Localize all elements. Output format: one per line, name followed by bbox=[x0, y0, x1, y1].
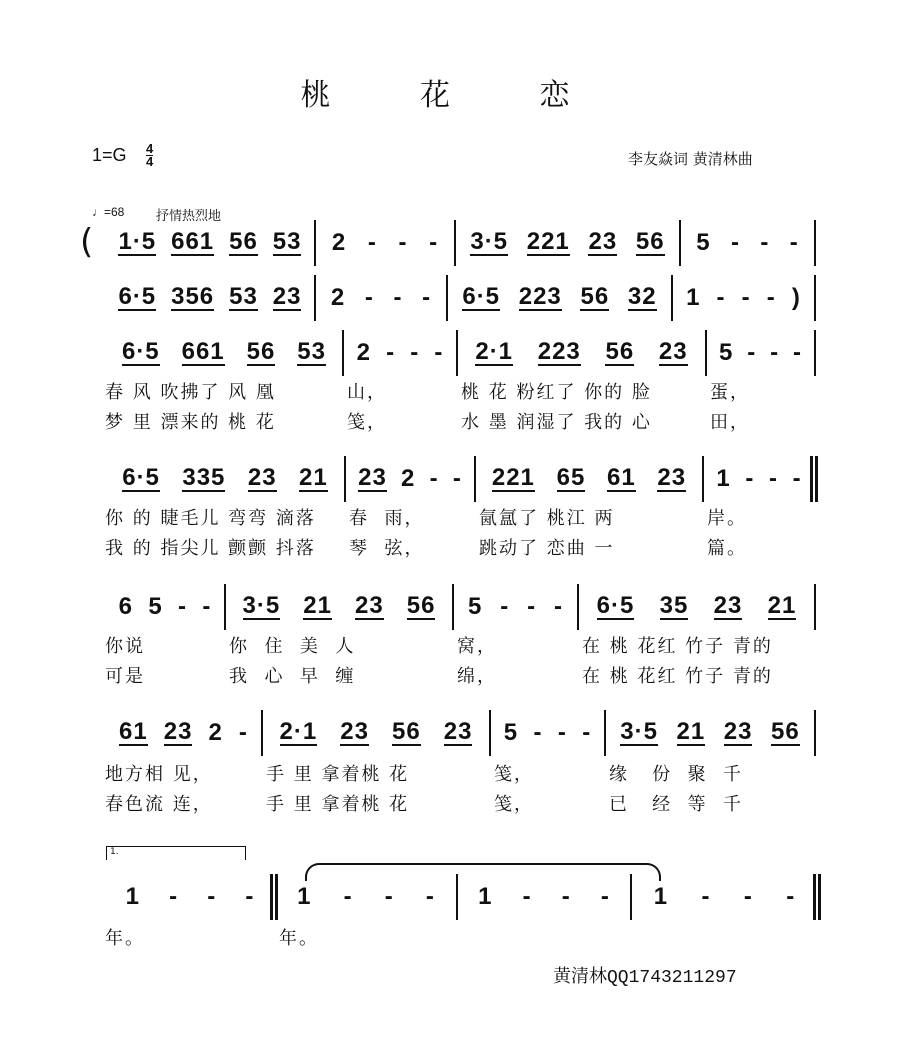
note-group: 56 bbox=[246, 338, 276, 365]
lyric-verse-1: 年。 bbox=[279, 928, 319, 949]
measure bbox=[315, 220, 455, 266]
dash: - bbox=[792, 465, 802, 492]
measure bbox=[455, 220, 680, 266]
measure bbox=[453, 584, 578, 630]
measure bbox=[225, 584, 453, 630]
note-group: 21 bbox=[676, 718, 706, 745]
note-group: 21 bbox=[303, 592, 332, 619]
lyric-verse-2: 我 心 早 缠 bbox=[229, 666, 356, 687]
measure bbox=[105, 275, 315, 321]
measure bbox=[105, 220, 315, 266]
measure bbox=[605, 710, 815, 756]
dash: - bbox=[238, 719, 248, 746]
barline bbox=[814, 330, 816, 376]
lyric-verse-2: 水 墨 润湿了 我的 心 bbox=[461, 412, 652, 433]
note-group: 3·5 bbox=[470, 228, 509, 255]
dash: - bbox=[202, 593, 212, 620]
note-group: 65 bbox=[556, 464, 586, 491]
lyric-verse-2: 篇。 bbox=[707, 538, 747, 559]
note-group: 23 bbox=[355, 592, 384, 619]
lyric-verse-1: 地方相 见， bbox=[105, 764, 213, 785]
measure bbox=[105, 710, 262, 756]
dash: - bbox=[429, 465, 439, 492]
signature: 黄清林QQ1743211297 bbox=[553, 968, 737, 988]
note-group: 5 bbox=[696, 229, 711, 256]
note-group: 56 bbox=[771, 718, 800, 745]
dash: - bbox=[367, 229, 377, 256]
time-signature bbox=[146, 143, 153, 168]
note-group: 661 bbox=[171, 228, 215, 255]
credits: 李友焱词 黄清林曲 bbox=[628, 150, 753, 168]
barline bbox=[814, 710, 816, 756]
note-group: 56 bbox=[635, 228, 665, 255]
key-signature: 1=G bbox=[92, 145, 127, 165]
lyric-verse-2: 笺， bbox=[347, 412, 387, 433]
note-group: 1 bbox=[297, 883, 312, 910]
lyric-verse-1: 你 住 美 人 bbox=[229, 636, 356, 657]
note-group: 223 bbox=[537, 338, 581, 365]
lyric-verse-1: 笺， bbox=[494, 764, 534, 785]
dash: - bbox=[786, 883, 796, 910]
dash: - bbox=[769, 465, 778, 492]
dash: - bbox=[716, 284, 726, 311]
note-group: 23 bbox=[247, 464, 277, 491]
measure bbox=[105, 330, 343, 376]
time-signature-top: 4 bbox=[146, 141, 154, 156]
measure bbox=[706, 330, 815, 376]
dash: - bbox=[393, 284, 403, 311]
note-group: 5 bbox=[718, 339, 734, 366]
measure bbox=[275, 874, 457, 920]
note-group: 23 bbox=[272, 283, 302, 310]
note-group: 53 bbox=[229, 283, 258, 310]
lyric-verse-1: 你 的 睫毛儿 弯弯 滴落 bbox=[105, 508, 316, 529]
dash: - bbox=[533, 719, 543, 746]
measure bbox=[345, 456, 475, 502]
note-group: 56 bbox=[229, 228, 258, 255]
note-group: 23 bbox=[340, 718, 369, 745]
note-group: 2 bbox=[208, 719, 223, 746]
lyric-verse-1: 窝， bbox=[457, 636, 497, 657]
lyric-verse-2: 手 里 拿着桃 花 bbox=[266, 794, 410, 815]
measure bbox=[490, 710, 605, 756]
note-group: 53 bbox=[272, 228, 302, 255]
double-barline bbox=[810, 456, 813, 502]
lyric-verse-2: 可是 bbox=[105, 666, 145, 687]
lyric-verse-1: 春 风 吹拂了 风 凰 bbox=[105, 382, 276, 403]
lyric-verse-2: 笺， bbox=[494, 794, 534, 815]
dash: - bbox=[730, 229, 740, 256]
dash: - bbox=[743, 883, 753, 910]
dash: - bbox=[701, 883, 711, 910]
lyric-verse-2: 琴 弦， bbox=[349, 538, 425, 559]
lyric-verse-2: 梦 里 漂来的 桃 花 bbox=[105, 412, 276, 433]
dash: - bbox=[766, 284, 776, 311]
dash: - bbox=[600, 883, 610, 910]
dash: - bbox=[522, 883, 532, 910]
dash: - bbox=[557, 719, 567, 746]
lyric-verse-1: 桃 花 粉红了 你的 脸 bbox=[461, 382, 652, 403]
measure bbox=[105, 456, 345, 502]
lyric-verse-2: 春色流 连， bbox=[105, 794, 213, 815]
note-group: 2·1 bbox=[475, 338, 514, 365]
dash: - bbox=[789, 229, 799, 256]
dash: - bbox=[410, 339, 420, 366]
note-group: 2 bbox=[331, 229, 347, 256]
measure bbox=[457, 330, 706, 376]
time-signature-bottom: 4 bbox=[146, 154, 154, 169]
dash: - bbox=[500, 593, 510, 620]
dash: - bbox=[429, 229, 439, 256]
dash: - bbox=[386, 339, 396, 366]
barline bbox=[814, 275, 816, 321]
note-group: 21 bbox=[299, 464, 328, 491]
dash: - bbox=[582, 719, 592, 746]
note-group: 5 bbox=[467, 593, 483, 620]
expression-marking: 抒情热烈地 bbox=[156, 209, 222, 224]
measure bbox=[672, 275, 815, 321]
note-group: 21 bbox=[767, 592, 797, 619]
dash: - bbox=[561, 883, 571, 910]
volta-bracket: 1. bbox=[106, 846, 246, 860]
dash: - bbox=[452, 465, 462, 492]
lyric-verse-2: 跳动了 恋曲 一 bbox=[479, 538, 615, 559]
dash: - bbox=[741, 284, 751, 311]
note-group: 1 bbox=[716, 465, 731, 492]
lyric-verse-2: 在 桃 花红 竹子 青的 bbox=[582, 666, 773, 687]
double-barline bbox=[813, 874, 816, 920]
note-group: 2 bbox=[330, 284, 346, 311]
note-group: 1 bbox=[478, 883, 493, 910]
note-group: 1·5 bbox=[118, 228, 157, 255]
note-group: 53 bbox=[297, 338, 326, 365]
measure bbox=[578, 584, 815, 630]
dash: - bbox=[422, 284, 432, 311]
note-group: 6 bbox=[118, 593, 134, 620]
barline bbox=[814, 584, 816, 630]
dash: - bbox=[760, 229, 770, 256]
dash: - bbox=[554, 593, 564, 620]
note-group: 23 bbox=[723, 718, 753, 745]
measure bbox=[703, 456, 815, 502]
dash: - bbox=[169, 883, 179, 910]
note-group: 56 bbox=[580, 283, 610, 310]
dash: - bbox=[770, 339, 780, 366]
note-group: 61 bbox=[607, 464, 636, 491]
lyric-verse-1: 手 里 拿着桃 花 bbox=[266, 764, 410, 785]
lyric-verse-1: 你说 bbox=[105, 636, 145, 657]
measure bbox=[105, 584, 225, 630]
dash: - bbox=[747, 339, 757, 366]
dash: - bbox=[527, 593, 537, 620]
note-group: 23 bbox=[358, 464, 387, 491]
dash: - bbox=[793, 339, 803, 366]
lyric-verse-1: 氤氲了 桃江 两 bbox=[479, 508, 615, 529]
note-group: 335 bbox=[182, 464, 226, 491]
lyric-verse-2: 绵， bbox=[457, 666, 497, 687]
measure bbox=[262, 710, 490, 756]
note-group: 5 bbox=[148, 593, 163, 620]
note-group: 6·5 bbox=[121, 338, 160, 365]
lyric-verse-2: 田， bbox=[710, 412, 750, 433]
dash: - bbox=[207, 883, 217, 910]
note-group: 23 bbox=[657, 464, 687, 491]
lyric-verse-1: 缘 份 聚 千 bbox=[609, 764, 744, 785]
note-group: 23 bbox=[713, 592, 743, 619]
dash: - bbox=[364, 284, 374, 311]
dash: - bbox=[398, 229, 408, 256]
song-title: 桃 花 恋 bbox=[300, 78, 610, 113]
measure bbox=[457, 874, 631, 920]
note-group: 35 bbox=[659, 592, 689, 619]
dash: - bbox=[384, 883, 394, 910]
note-group: 23 bbox=[588, 228, 618, 255]
note-group: 1 bbox=[125, 883, 140, 910]
note-group: 6·5 bbox=[118, 283, 157, 310]
lyric-verse-1: 春 雨， bbox=[349, 508, 425, 529]
note-group: 23 bbox=[163, 718, 193, 745]
note-group: 356 bbox=[171, 283, 215, 310]
dash: - bbox=[434, 339, 444, 366]
note-group: ) bbox=[791, 284, 801, 311]
dash: - bbox=[245, 883, 255, 910]
measure bbox=[447, 275, 672, 321]
dash: - bbox=[425, 883, 435, 910]
note-group: 6·5 bbox=[596, 592, 635, 619]
lyric-verse-2: 已 经 等 千 bbox=[609, 794, 744, 815]
measure bbox=[343, 330, 457, 376]
measure bbox=[315, 275, 447, 321]
note-group: 223 bbox=[518, 283, 562, 310]
note-group: 1 bbox=[686, 284, 701, 311]
note-group: 1 bbox=[653, 883, 669, 910]
lyric-verse-2: 我 的 指尖儿 颤颤 抖落 bbox=[105, 538, 316, 559]
note-group: 2·1 bbox=[279, 718, 318, 745]
measure bbox=[105, 874, 275, 920]
note-group: 2 bbox=[401, 465, 416, 492]
lyric-verse-1: 岸。 bbox=[707, 508, 747, 529]
note-group: 3·5 bbox=[620, 718, 658, 745]
note-group: 61 bbox=[119, 718, 148, 745]
note-group: 3·5 bbox=[242, 592, 281, 619]
intro-paren: ( bbox=[80, 222, 94, 262]
note-group: 56 bbox=[392, 718, 421, 745]
measure bbox=[475, 456, 703, 502]
lyric-verse-1: 年。 bbox=[105, 928, 145, 949]
lyric-verse-1: 蛋， bbox=[710, 382, 750, 403]
note-group: 56 bbox=[406, 592, 436, 619]
measure bbox=[631, 874, 818, 920]
note-group: 5 bbox=[503, 719, 519, 746]
tempo-marking: ♩=68 bbox=[92, 205, 125, 219]
note-group: 23 bbox=[658, 338, 688, 365]
note-group: 221 bbox=[491, 464, 535, 491]
measure bbox=[680, 220, 815, 266]
note-group: 6·5 bbox=[122, 464, 160, 491]
lyric-verse-1: 山， bbox=[347, 382, 387, 403]
note-group: 221 bbox=[526, 228, 570, 255]
lyric-verse-1: 在 桃 花红 竹子 青的 bbox=[582, 636, 773, 657]
note-group: 661 bbox=[181, 338, 225, 365]
note-group: 23 bbox=[443, 718, 473, 745]
dash: - bbox=[343, 883, 353, 910]
double-barline bbox=[270, 874, 273, 920]
note-group: 32 bbox=[627, 283, 657, 310]
note-group: 56 bbox=[605, 338, 635, 365]
dash: - bbox=[178, 593, 187, 620]
note-group: 2 bbox=[356, 339, 371, 366]
note-group: 6·5 bbox=[462, 283, 501, 310]
barline bbox=[814, 220, 816, 266]
dash: - bbox=[745, 465, 755, 492]
